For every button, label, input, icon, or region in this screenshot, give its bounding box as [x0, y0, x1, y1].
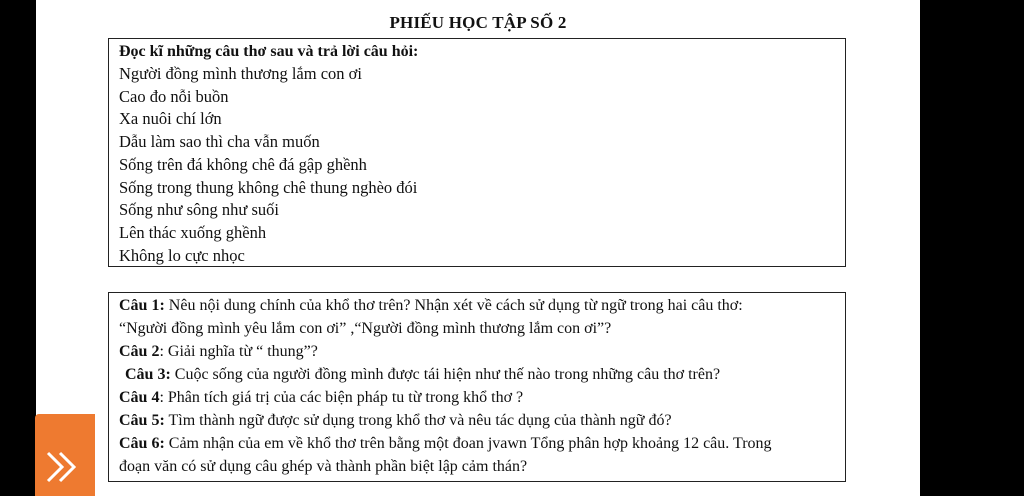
poem-line: Sống trong thung không chê thung nghèo đói [119, 177, 418, 197]
poem-line: Sống như sông như suối [119, 200, 279, 220]
question-text: Tìm thành ngữ được sử dụng trong khổ thơ và nêu tác dụng của thành ngữ đó? [164, 412, 672, 429]
page-title: PHIẾU HỌC TẬP SỐ 2 [389, 13, 567, 32]
worksheet-page [36, 0, 920, 496]
question-5 [119, 409, 835, 432]
poem-line: Dẫu làm sao thì cha vẫn muốn [119, 132, 320, 152]
poem-heading: Đọc kĩ những câu thơ sau và trả lời câu hỏi: [119, 43, 419, 60]
poem-line: Người đồng mình thương lắm con ơi [119, 64, 362, 83]
poem-line: Sống trên đá không chê đá gập ghềnh [119, 154, 367, 174]
question-text: : Giải nghĩa từ “ thung”? [159, 343, 318, 360]
question-text: Cảm nhận của em về khổ thơ trên bằng một đoan jvawn Tổng phân hợp khoảng 12 câu. Trong [164, 435, 772, 452]
question-label: Câu 2 [119, 343, 160, 360]
double-chevron-right-icon[interactable] [42, 447, 82, 487]
question-4 [119, 386, 835, 409]
poem-line: Xa nuôi chí lớn [119, 109, 222, 129]
poem-line: Cao đo nỗi buồn [119, 86, 229, 106]
question-label: Câu 4 [119, 389, 160, 406]
question-6-continuation: đoạn văn có sử dụng câu ghép và thành phần biệt lập cảm thán? [119, 458, 528, 475]
question-6 [119, 432, 835, 455]
poem-box [108, 38, 846, 267]
question-label: Câu 5: [119, 412, 165, 429]
question-label: Câu 3: [125, 366, 171, 383]
question-text: Nêu nội dung chính của khổ thơ trên? Nhận xét về cách sử dụng từ ngữ trong hai câu thơ: [164, 297, 743, 314]
question-label: Câu 1: [119, 297, 165, 314]
poem-line: Không lo cực nhọc [119, 245, 245, 265]
question-3 [119, 363, 835, 386]
question-1-continuation: “Người đồng mình yêu lắm con ơi” ,“Người đồng mình thương lắm con ơi”? [119, 320, 612, 337]
question-1 [119, 294, 835, 317]
question-label: Câu 6: [119, 435, 165, 452]
question-text: Cuộc sống của người đồng mình được tái hiện như thế nào trong những câu thơ trên? [170, 366, 721, 383]
question-text: : Phân tích giá trị của các biện pháp tu từ trong khổ thơ ? [159, 389, 524, 406]
poem-line: Lên thác xuống ghềnh [119, 222, 267, 242]
questions-box [108, 292, 846, 482]
question-2 [119, 340, 835, 363]
